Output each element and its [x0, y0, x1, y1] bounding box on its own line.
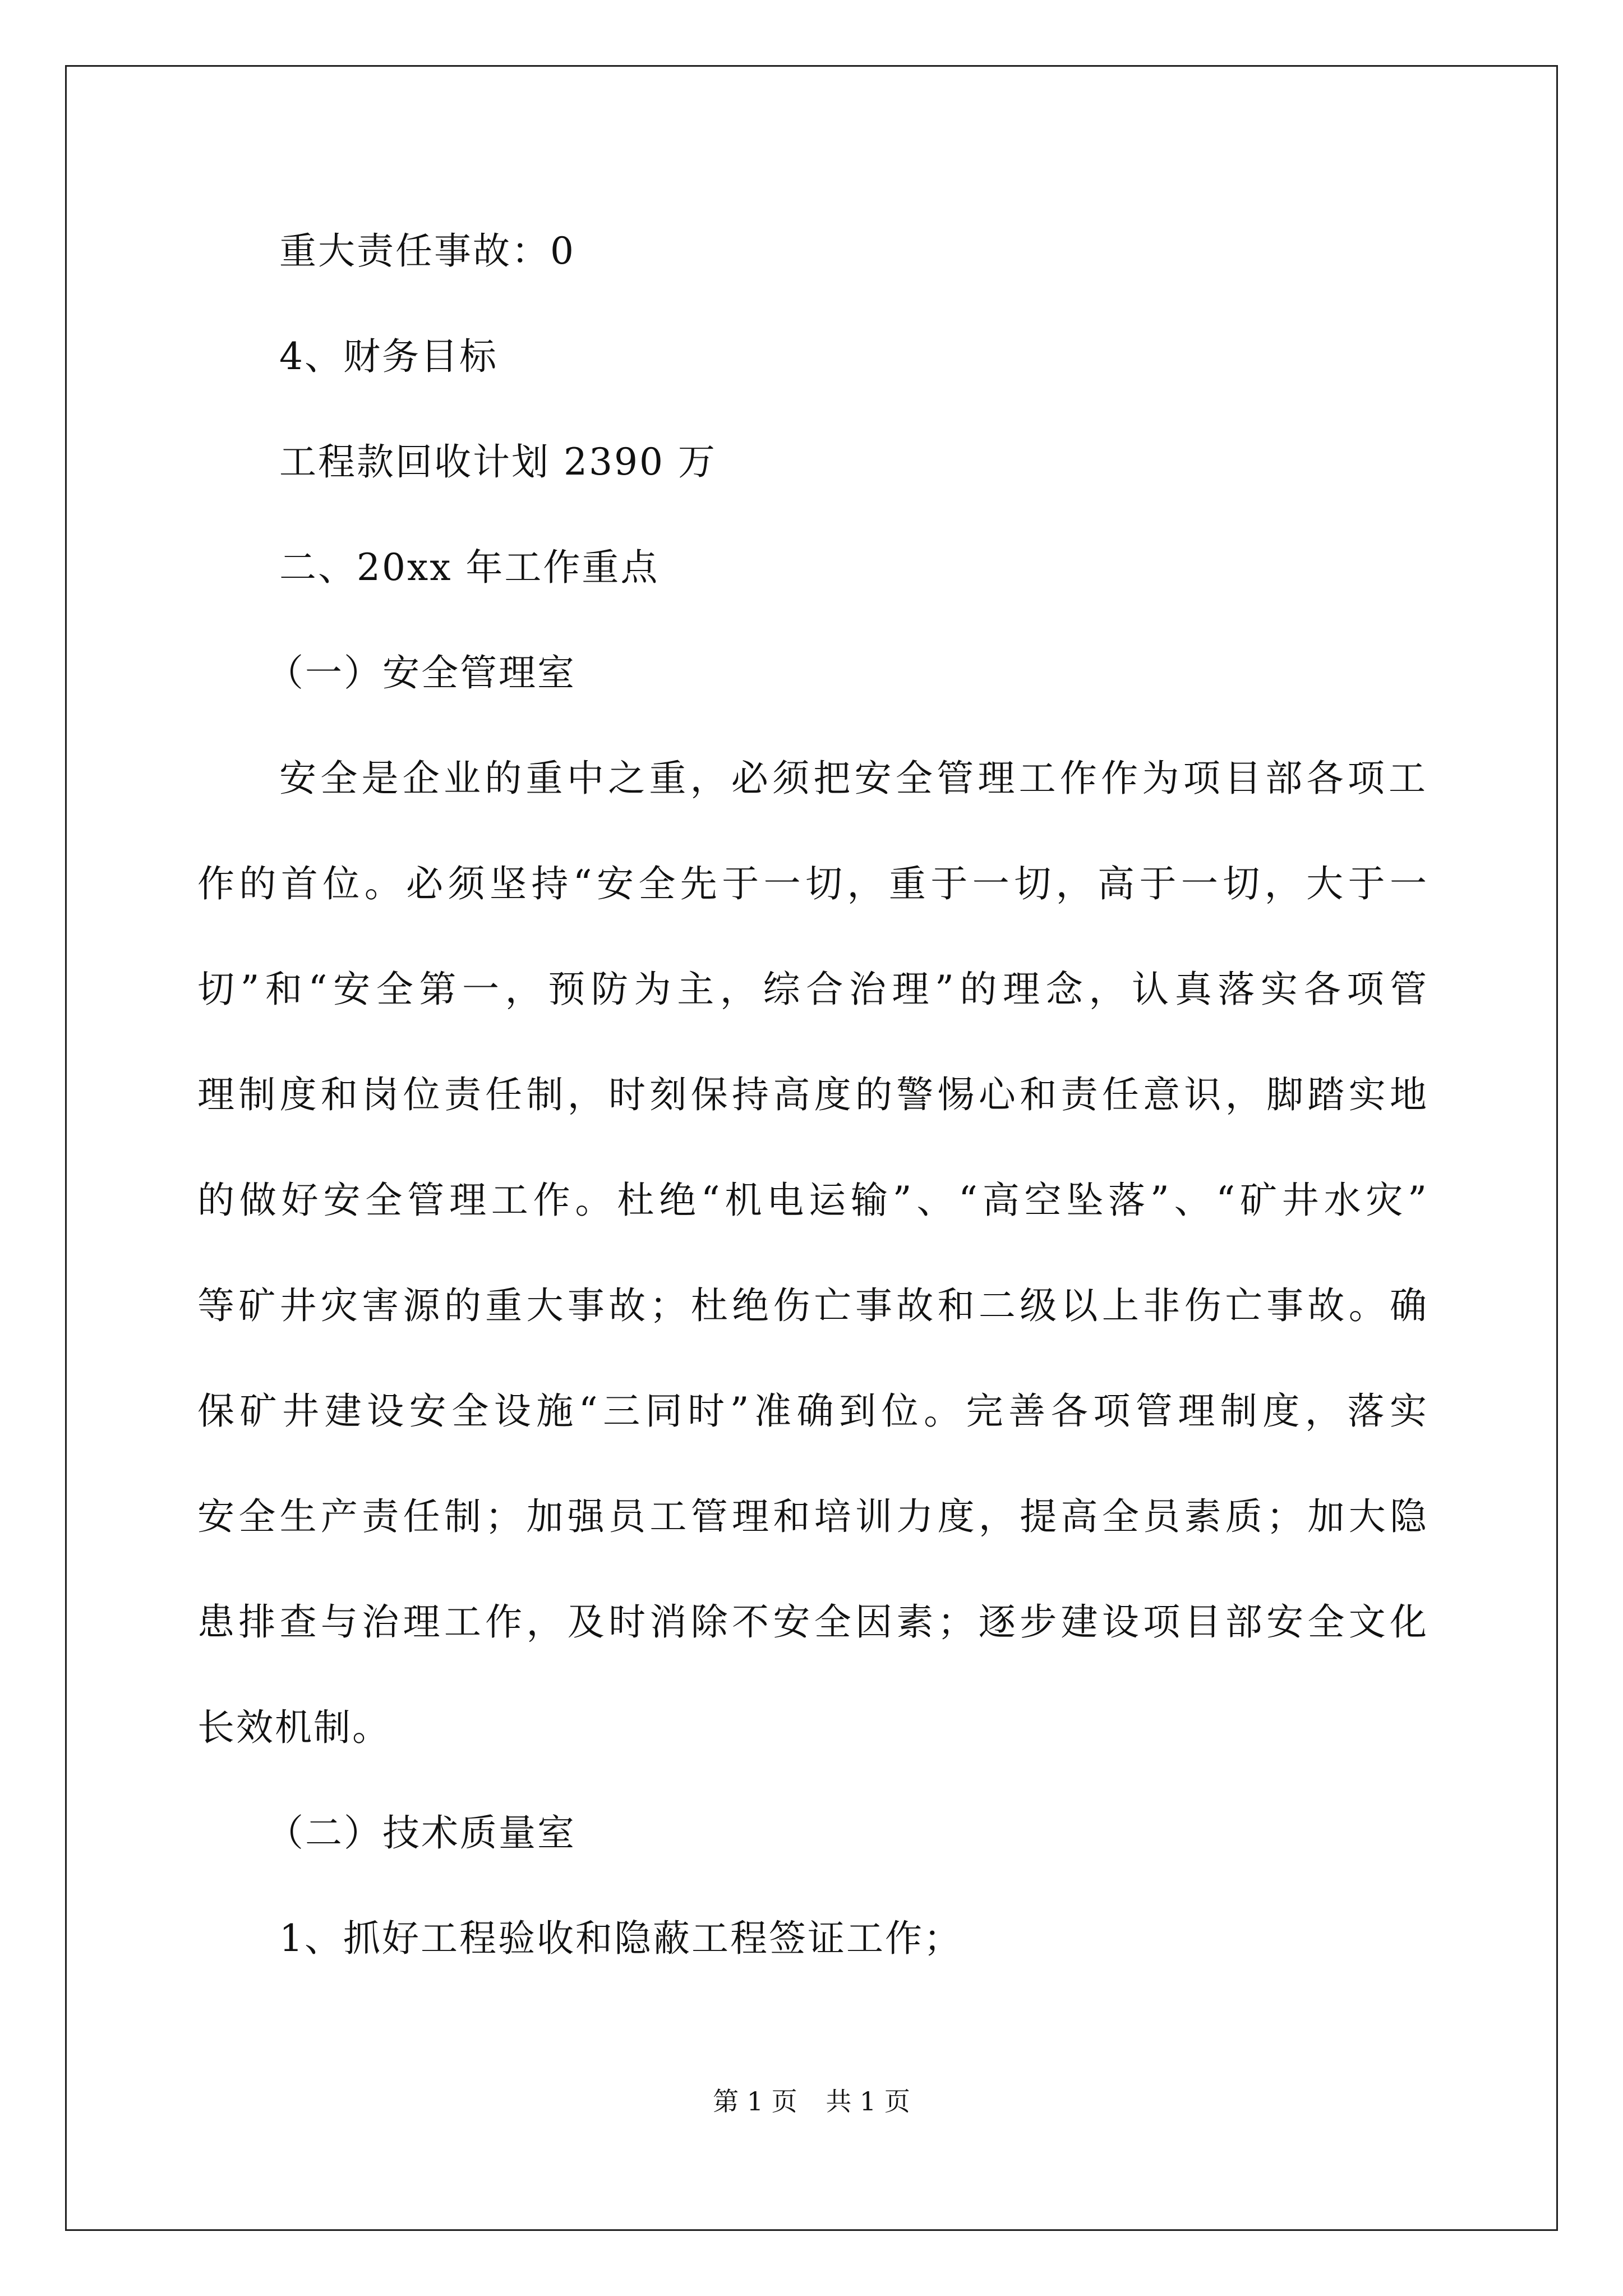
paragraph-line: 长效机制。	[197, 1706, 391, 1749]
heading-financial-target: 4、财务目标	[279, 335, 498, 378]
heading-safety-office: （一）安全管理室	[266, 651, 576, 694]
text-line: 1、抓好工程验收和隐蔽工程签证工作；	[279, 1917, 962, 1960]
paragraph-line: 安全生产责任制；加强员工管理和培训力度，提高全员素质；加大隐	[197, 1495, 1427, 1538]
page-number: 第 1 页	[713, 2086, 797, 2116]
text-line: 重大责任事故：0	[279, 229, 575, 273]
paragraph-line: 患排查与治理工作，及时消除不安全因素；逐步建设项目部安全文化	[197, 1600, 1427, 1644]
paragraph-line: 安全是企业的重中之重，必须把安全管理工作作为项目部各项工	[279, 757, 1426, 800]
text-line: 工程款回收计划 2390 万	[279, 440, 717, 484]
paragraph-line: 切”和“安全第一，预防为主，综合治理”的理念，认真落实各项管	[197, 968, 1427, 1011]
page-footer	[0, 2088, 1623, 2114]
paragraph-line: 等矿井灾害源的重大事故；杜绝伤亡事故和二级以上非伤亡事故。确	[197, 1284, 1427, 1327]
heading-tech-quality-office: （二）技术质量室	[266, 1811, 576, 1855]
heading-work-focus: 二、20xx 年工作重点	[279, 546, 660, 589]
paragraph-line: 的做好安全管理工作。杜绝“机电运输”、“高空坠落”、“矿井水灾”	[197, 1179, 1427, 1222]
page-total: 共 1 页	[826, 2086, 910, 2116]
paragraph-line: 理制度和岗位责任制，时刻保持高度的警惕心和责任意识，脚踏实地	[197, 1073, 1427, 1116]
paragraph-line: 保矿井建设安全设施“三同时”准确到位。完善各项管理制度，落实	[197, 1389, 1427, 1433]
paragraph-line: 作的首位。必须坚持“安全先于一切，重于一切，高于一切，大于一	[197, 862, 1427, 905]
page-border	[65, 65, 1558, 2231]
